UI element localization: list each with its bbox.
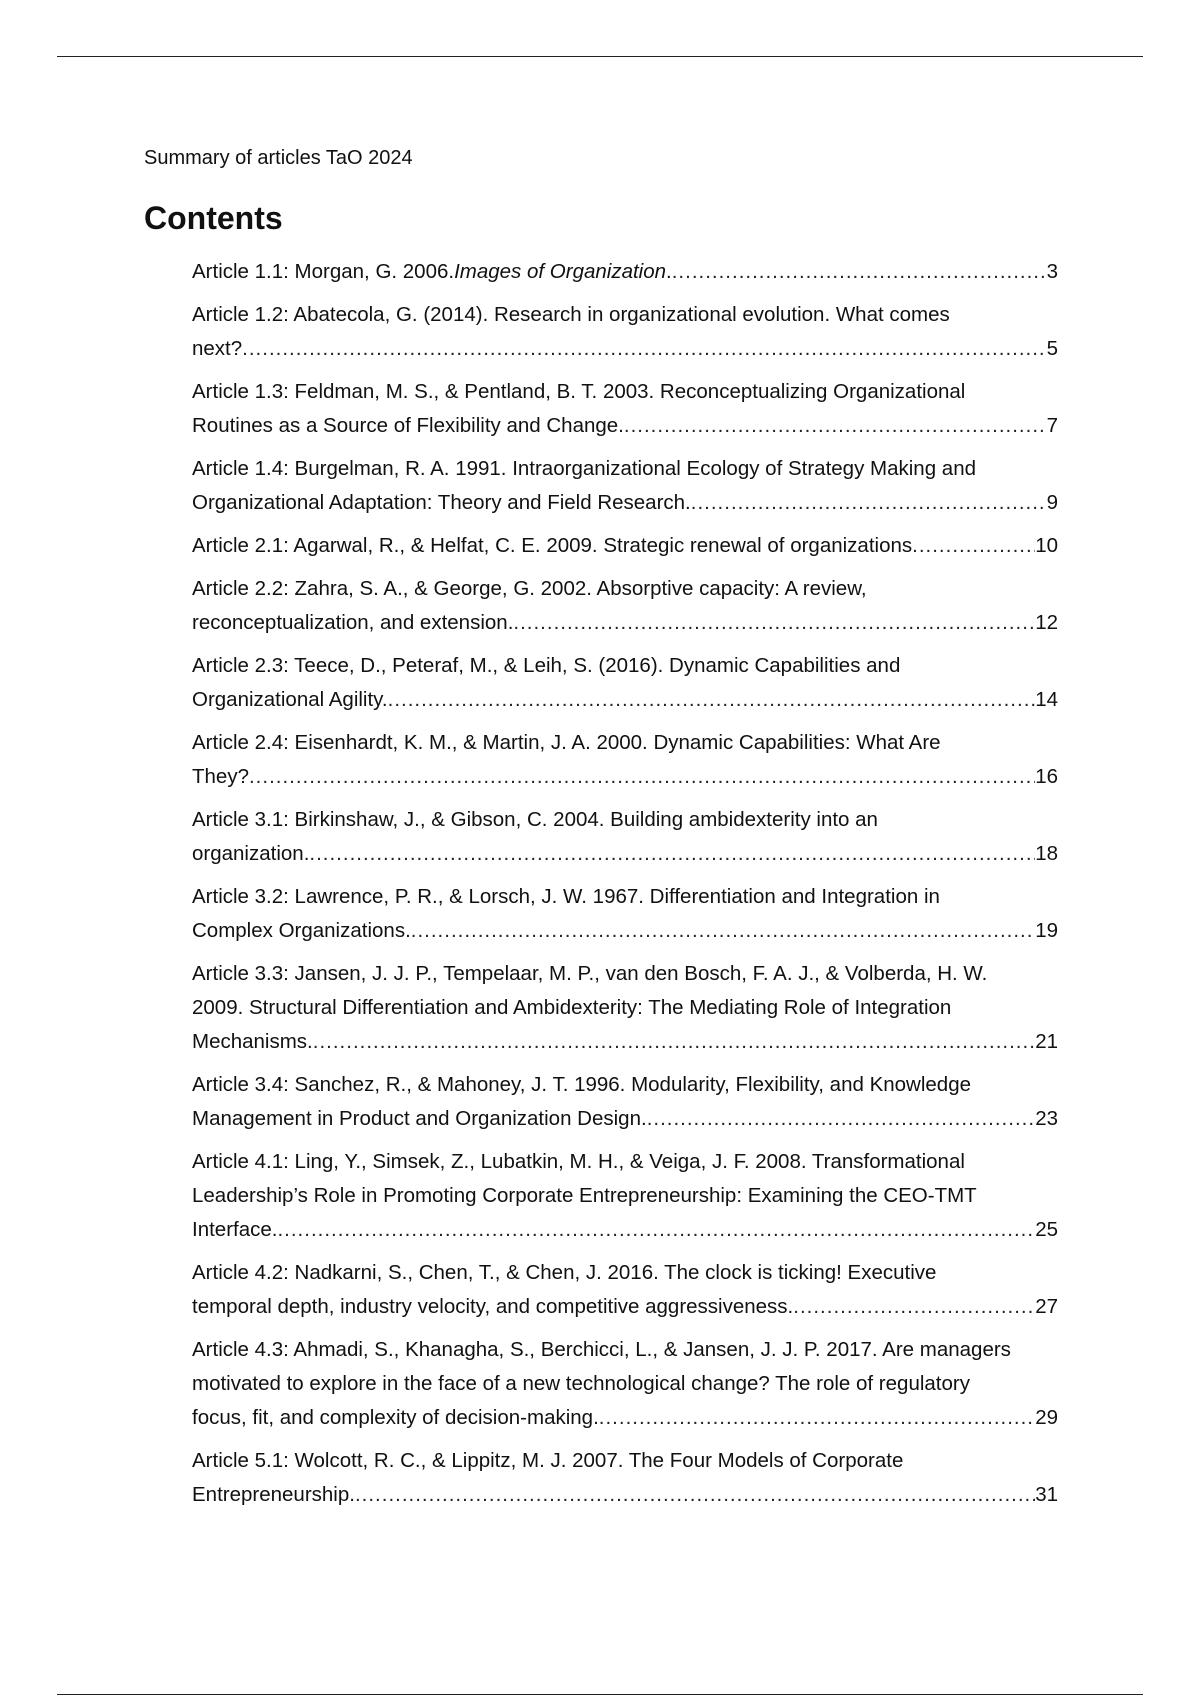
toc-entry-line [192,486,1058,520]
toc-dot-leader [242,332,1046,366]
toc-entry-text: Entrepreneurship. [192,1483,355,1506]
toc-dot-leader [599,1401,1035,1435]
toc-entry-text: Article 1.1: Morgan, G. 2006. [192,260,455,283]
toc-entry-line [192,837,1058,871]
toc-page-number: 29 [1035,1406,1058,1429]
toc-page-number: 5 [1046,337,1058,360]
toc-entry[interactable] [192,1256,1058,1324]
toc-dot-leader [277,1213,1035,1247]
toc-entry-tail: . [666,260,672,283]
toc-dot-leader [513,606,1035,640]
toc-entry-line [192,1401,1058,1435]
toc-entry-line [192,914,1058,948]
toc-entry-text: organization. [192,842,310,865]
toc-entry[interactable] [192,649,1058,717]
toc-entry-line [192,606,1058,640]
toc-dot-leader [355,1478,1035,1512]
toc-entry-text: They? [192,765,249,788]
toc-dot-leader [624,409,1047,443]
toc-entry[interactable] [192,880,1058,948]
toc-page-number: 9 [1046,491,1058,514]
toc-entry-text: Complex Organizations. [192,919,411,942]
toc-page-number: 25 [1035,1218,1058,1241]
toc-entry-text: Article 4.3: Ahmadi, S., Khanagha, S., Berchicci, L., & Jansen, J. J. P. 2017. Are managers [192,1338,1011,1361]
document-subtitle: Summary of articles TaO 2024 [144,147,413,169]
toc-entry-text: Article 1.2: Abatecola, G. (2014). Research in organizational evolution. What comes [192,303,950,326]
toc-entry-line [192,1068,1058,1102]
toc-entry-text: Routines as a Source of Flexibility and Change. [192,414,624,437]
toc-entry-line [192,803,1058,837]
toc-entry-line [192,683,1058,717]
toc-entry-text: Article 4.1: Ling, Y., Simsek, Z., Lubatkin, M. H., & Veiga, J. F. 2008. Transformational [192,1150,965,1173]
toc-entry-line [192,1145,1058,1179]
toc-dot-leader [691,486,1047,520]
header-rule [57,56,1143,57]
toc-entry-line [192,1256,1058,1290]
toc-dot-leader [793,1290,1035,1324]
toc-entry-line [192,1367,1058,1401]
toc-entry-line [192,255,1058,289]
toc-entry[interactable] [192,726,1058,794]
toc-entry[interactable] [192,255,1058,289]
toc-page-number: 16 [1035,765,1058,788]
toc-entry-text: Article 3.2: Lawrence, P. R., & Lorsch, J. W. 1967. Differentiation and Integration in [192,885,940,908]
toc-entry[interactable] [192,298,1058,366]
toc-heading: Contents [144,200,283,236]
toc-page-number: 14 [1035,688,1058,711]
toc-page-number: 10 [1035,534,1058,557]
toc-page-number: 3 [1046,260,1058,283]
toc-entry-text: Article 1.4: Burgelman, R. A. 1991. Intraorganizational Ecology of Strategy Making and [192,457,976,480]
toc-entry-line [192,1478,1058,1512]
toc-dot-leader [309,837,1035,871]
toc-entry-text: reconceptualization, and extension. [192,611,514,634]
toc-entry-text: Article 2.1: Agarwal, R., & Helfat, C. E. 2009. Strategic renewal of organizations [192,534,913,557]
toc-entry-text: Article 1.3: Feldman, M. S., & Pentland, B. T. 2003. Reconceptualizing Organizational [192,380,966,403]
toc-page-number: 21 [1035,1030,1058,1053]
toc-entry[interactable] [192,1068,1058,1136]
toc-entry-text: Organizational Agility. [192,688,388,711]
toc-entry-text: 2009. Structural Differentiation and Ambidexterity: The Mediating Role of Integration [192,996,952,1019]
toc-entry-line [192,298,1058,332]
toc-entry-line [192,572,1058,606]
toc-entry[interactable] [192,1333,1058,1435]
toc-entry-line [192,726,1058,760]
toc-entry-line [192,1213,1058,1247]
toc-entry-text: Article 3.4: Sanchez, R., & Mahoney, J. T. 1996. Modularity, Flexibility, and Knowledge [192,1073,972,1096]
toc-entry-line [192,957,1058,991]
toc-entry[interactable] [192,803,1058,871]
toc-entry-text: Article 3.1: Birkinshaw, J., & Gibson, C. 2004. Building ambidexterity into an [192,808,878,831]
toc-entry-line [192,880,1058,914]
toc-entry-text: Organizational Adaptation: Theory and Field Research. [192,491,691,514]
toc-entry[interactable] [192,957,1058,1059]
toc-entry-text: motivated to explore in the face of a new technological change? The role of regulatory [192,1372,970,1395]
toc-entry-text: focus, fit, and complexity of decision-making. [192,1406,599,1429]
toc-dot-leader [647,1102,1036,1136]
toc-entry-text: Article 2.3: Teece, D., Peteraf, M., & Leih, S. (2016). Dynamic Capabilities and [192,654,901,677]
toc-entry-text: Leadership’s Role in Promoting Corporate Entrepreneurship: Examining the CEO-TMT [192,1184,977,1207]
toc-entry-line [192,1102,1058,1136]
footer-rule [57,1694,1143,1695]
toc-page-number: 19 [1035,919,1058,942]
toc-page-number: 27 [1035,1295,1058,1318]
toc-entry-line [192,409,1058,443]
toc-page-number: 23 [1035,1107,1058,1130]
toc-entry[interactable] [192,375,1058,443]
toc-entry[interactable] [192,1444,1058,1512]
toc-entry-line [192,649,1058,683]
toc-entry-text: Mechanisms. [192,1030,313,1053]
toc-entry-text: Article 2.2: Zahra, S. A., & George, G. 2002. Absorptive capacity: A review, [192,577,867,600]
toc-entry-line [192,1333,1058,1367]
toc-entry-italic-title: Images of Organization [454,260,667,283]
toc-entry-text: Article 4.2: Nadkarni, S., Chen, T., & Chen, J. 2016. The clock is ticking! Executive [192,1261,937,1284]
toc-page-number: 18 [1035,842,1058,865]
toc-entry-text: temporal depth, industry velocity, and competitive aggressiveness. [192,1295,794,1318]
toc-entry-text: Management in Product and Organization Design. [192,1107,647,1130]
toc-entry-line [192,760,1058,794]
table-of-contents [192,255,1058,1521]
toc-dot-leader [912,529,1035,563]
toc-dot-leader [388,683,1036,717]
toc-page-number: 12 [1035,611,1058,634]
toc-entry-line [192,1444,1058,1478]
toc-entry-line [192,375,1058,409]
toc-dot-leader [411,914,1035,948]
toc-entry-line [192,529,1058,563]
toc-entry-text: Article 5.1: Wolcott, R. C., & Lippitz, M. J. 2007. The Four Models of Corporate [192,1449,904,1472]
toc-dot-leader [249,760,1035,794]
toc-dot-leader [672,255,1047,289]
toc-entry[interactable] [192,529,1058,563]
toc-entry-line [192,1290,1058,1324]
toc-entry[interactable] [192,1145,1058,1247]
toc-page-number: 31 [1035,1483,1058,1506]
toc-entry-line [192,1179,1058,1213]
toc-page-number: 7 [1046,414,1058,437]
toc-dot-leader [313,1025,1035,1059]
toc-entry-text: Interface. [192,1218,278,1241]
toc-entry[interactable] [192,452,1058,520]
toc-entry-line [192,991,1058,1025]
toc-entry-text: next? [192,337,243,360]
toc-entry-line [192,452,1058,486]
toc-entry-text: Article 3.3: Jansen, J. J. P., Tempelaar, M. P., van den Bosch, F. A. J., & Volberda, H. W. [192,962,988,985]
toc-entry[interactable] [192,572,1058,640]
toc-entry-line [192,1025,1058,1059]
toc-entry-line [192,332,1058,366]
toc-entry-text: Article 2.4: Eisenhardt, K. M., & Martin, J. A. 2000. Dynamic Capabilities: What Are [192,731,941,754]
